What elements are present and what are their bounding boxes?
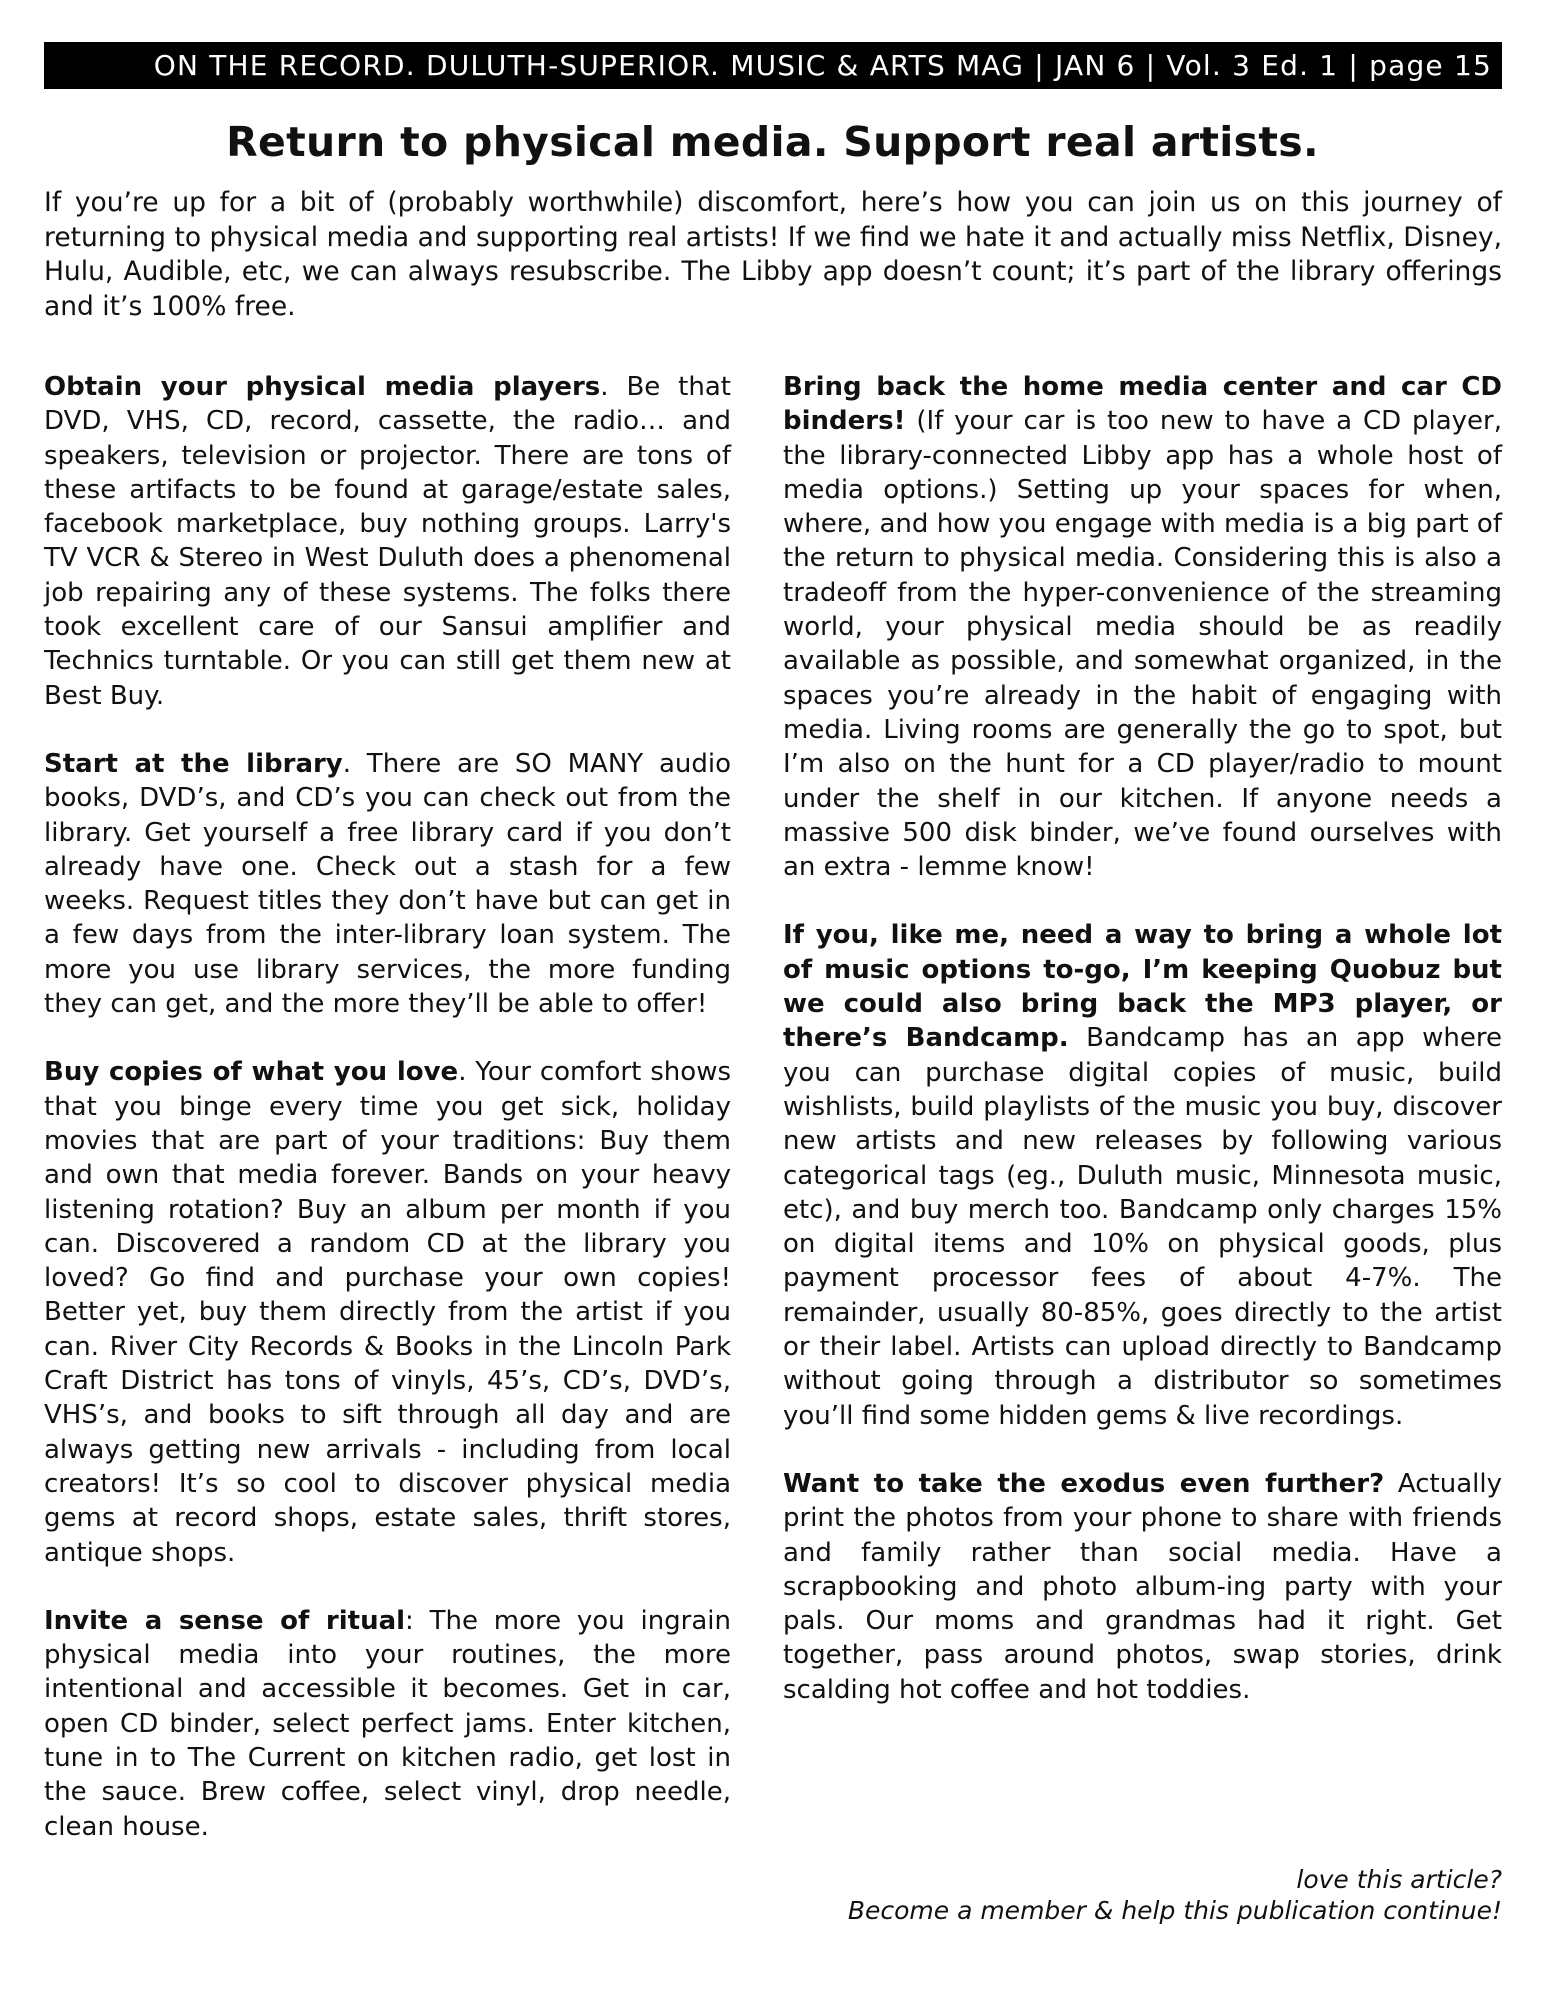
section-body: Bandcamp has an app where you can purchase digital copies of music, build wishlists, build playlists of the music you buy, discover new artists and new releases by following various categorical tags (eg., Duluth music, Minnesota music, etc), and buy merch too. Bandcamp only charges 15% on digital items and 10% on physical goods, plus payment processor fees of about 4-7%. The remainder, usually 80-85%, goes directly to the artist or their label. Artists can upload directly to Bandcamp without going through a distributor so sometimes you’ll find some hidden gems & live recordings. bbox=[783, 1023, 1503, 1431]
article-headline: Return to physical media. Support real artists. bbox=[226, 118, 1319, 166]
membership-note bbox=[848, 1864, 1502, 1926]
section-lead: Invite a sense of ritual bbox=[44, 1605, 406, 1636]
section-body: (If your car is too new to have a CD player, the library-connected Libby app has a whole host of media options.) Setting up your spaces for when, where, and how you engage with media is a big part of the return to physical media. Considering this is also a tradeoff from the hyper-convenience of the streaming world, your physical media should be as readily available as possible, and somewhat organized, in the spaces you’re already in the habit of engaging with media. Living rooms are generally the go to spot, but I’m also on the hunt for a CD player/radio to mount under the shelf in our kitchen. If anyone needs a massive 500 disk binder, we’ve found ourselves with an extra - lemme know! bbox=[783, 406, 1502, 883]
membership-note-line1: love this article? bbox=[1296, 1865, 1502, 1894]
section-body: : The more you ingrain physical media into your routines, the more intentional and accessible it becomes. Get in car, open CD binder, select perfect jams. Enter kitchen, tune in to The Current on kitchen radio, get lost in the sauce. Brew coffee, select vinyl, drop needle, clean house. bbox=[44, 1605, 731, 1842]
section-sense-of-ritual bbox=[44, 1604, 731, 1844]
left-column bbox=[44, 370, 731, 1878]
section-home-media-center bbox=[783, 370, 1502, 884]
masthead-bar: ON THE RECORD. DULUTH-SUPERIOR. MUSIC & ARTS MAG | JAN 6 | Vol. 3 Ed. 1 | page 15 bbox=[44, 42, 1502, 89]
section-physical-media-players bbox=[44, 370, 731, 713]
section-lead: Bring back the home media center and car CD binders! bbox=[783, 372, 1502, 437]
section-lead: Obtain your physical media players bbox=[44, 372, 601, 402]
section-body: Actually print the photos from your phone to share with friends and family rather than social media. Have a scrapbooking and photo album-ing party with your pals. Our moms and grandmas had it right. Get together, pass around photos, swap stories, drink scalding hot coffee and hot toddies. bbox=[783, 1468, 1502, 1705]
section-lead: Want to take the exodus even further? bbox=[783, 1468, 1385, 1499]
section-lead: If you, like me, need a way to bring a whole lot of music options to-go, I’m keeping Quobuz but we could also bring back the MP3 player, or there’s Bandcamp. bbox=[783, 920, 1502, 1054]
section-music-to-go bbox=[783, 918, 1502, 1432]
section-lead: Start at the library bbox=[44, 748, 343, 779]
section-body: . There are SO MANY audio books, DVD’s, and CD’s you can check out from the library. Get yourself a free library card if you don’t already have one. Check out a stash for a few weeks. Request titles they don’t have but can get in a few days from the inter-library loan system. The more you use library services, the more funding they can get, and the more they’ll be able to offer! bbox=[44, 748, 731, 1020]
article-intro: If you’re up for a bit of (probably worthwhile) discomfort, here’s how you can join us on this journey of returning to physical media and supporting real artists! If we find we hate it and actually miss Netflix, Disney, Hulu, Audible, etc, we can always resubscribe. The Libby app doesn’t count; it’s part of the library offerings and it’s 100% free. bbox=[44, 187, 1502, 322]
section-body: . Be that DVD, VHS, CD, record, cassette, the radio… and speakers, television or projector. There are tons of these artifacts to be found at garage/estate sales, facebook marketplace, buy nothing groups. Larry's TV VCR & Stereo in West Duluth does a phenomenal job repairing any of these systems. The folks there took excellent care of our Sansui amplifier and Technics turntable. Or you can still get them new at Best Buy. bbox=[44, 372, 731, 711]
section-body: . Your comfort shows that you binge every time you get sick, holiday movies that are part of your traditions: Buy them and own that media forever. Bands on your heavy listening rotation? Buy an album per month if you can. Discovered a random CD at the library you loved? Go find and purchase your own copies! Better yet, buy them directly from the artist if you can. River City Records & Books in the Lincoln Park Craft District has tons of vinyls, 45’s, CD’s, DVD’s, VHS’s, and books to sift through all day and are always getting new arrivals - including from local creators! It’s so cool to discover physical media gems at record shops, estate sales, thrift stores, antique shops. bbox=[44, 1057, 731, 1568]
right-column bbox=[783, 370, 1502, 1741]
section-exodus-further bbox=[783, 1467, 1502, 1707]
membership-note-line2: Become a member & help this publication continue! bbox=[847, 1896, 1502, 1925]
section-start-at-library bbox=[44, 747, 731, 1021]
section-buy-copies bbox=[44, 1055, 731, 1569]
section-lead: Buy copies of what you love bbox=[44, 1057, 459, 1088]
